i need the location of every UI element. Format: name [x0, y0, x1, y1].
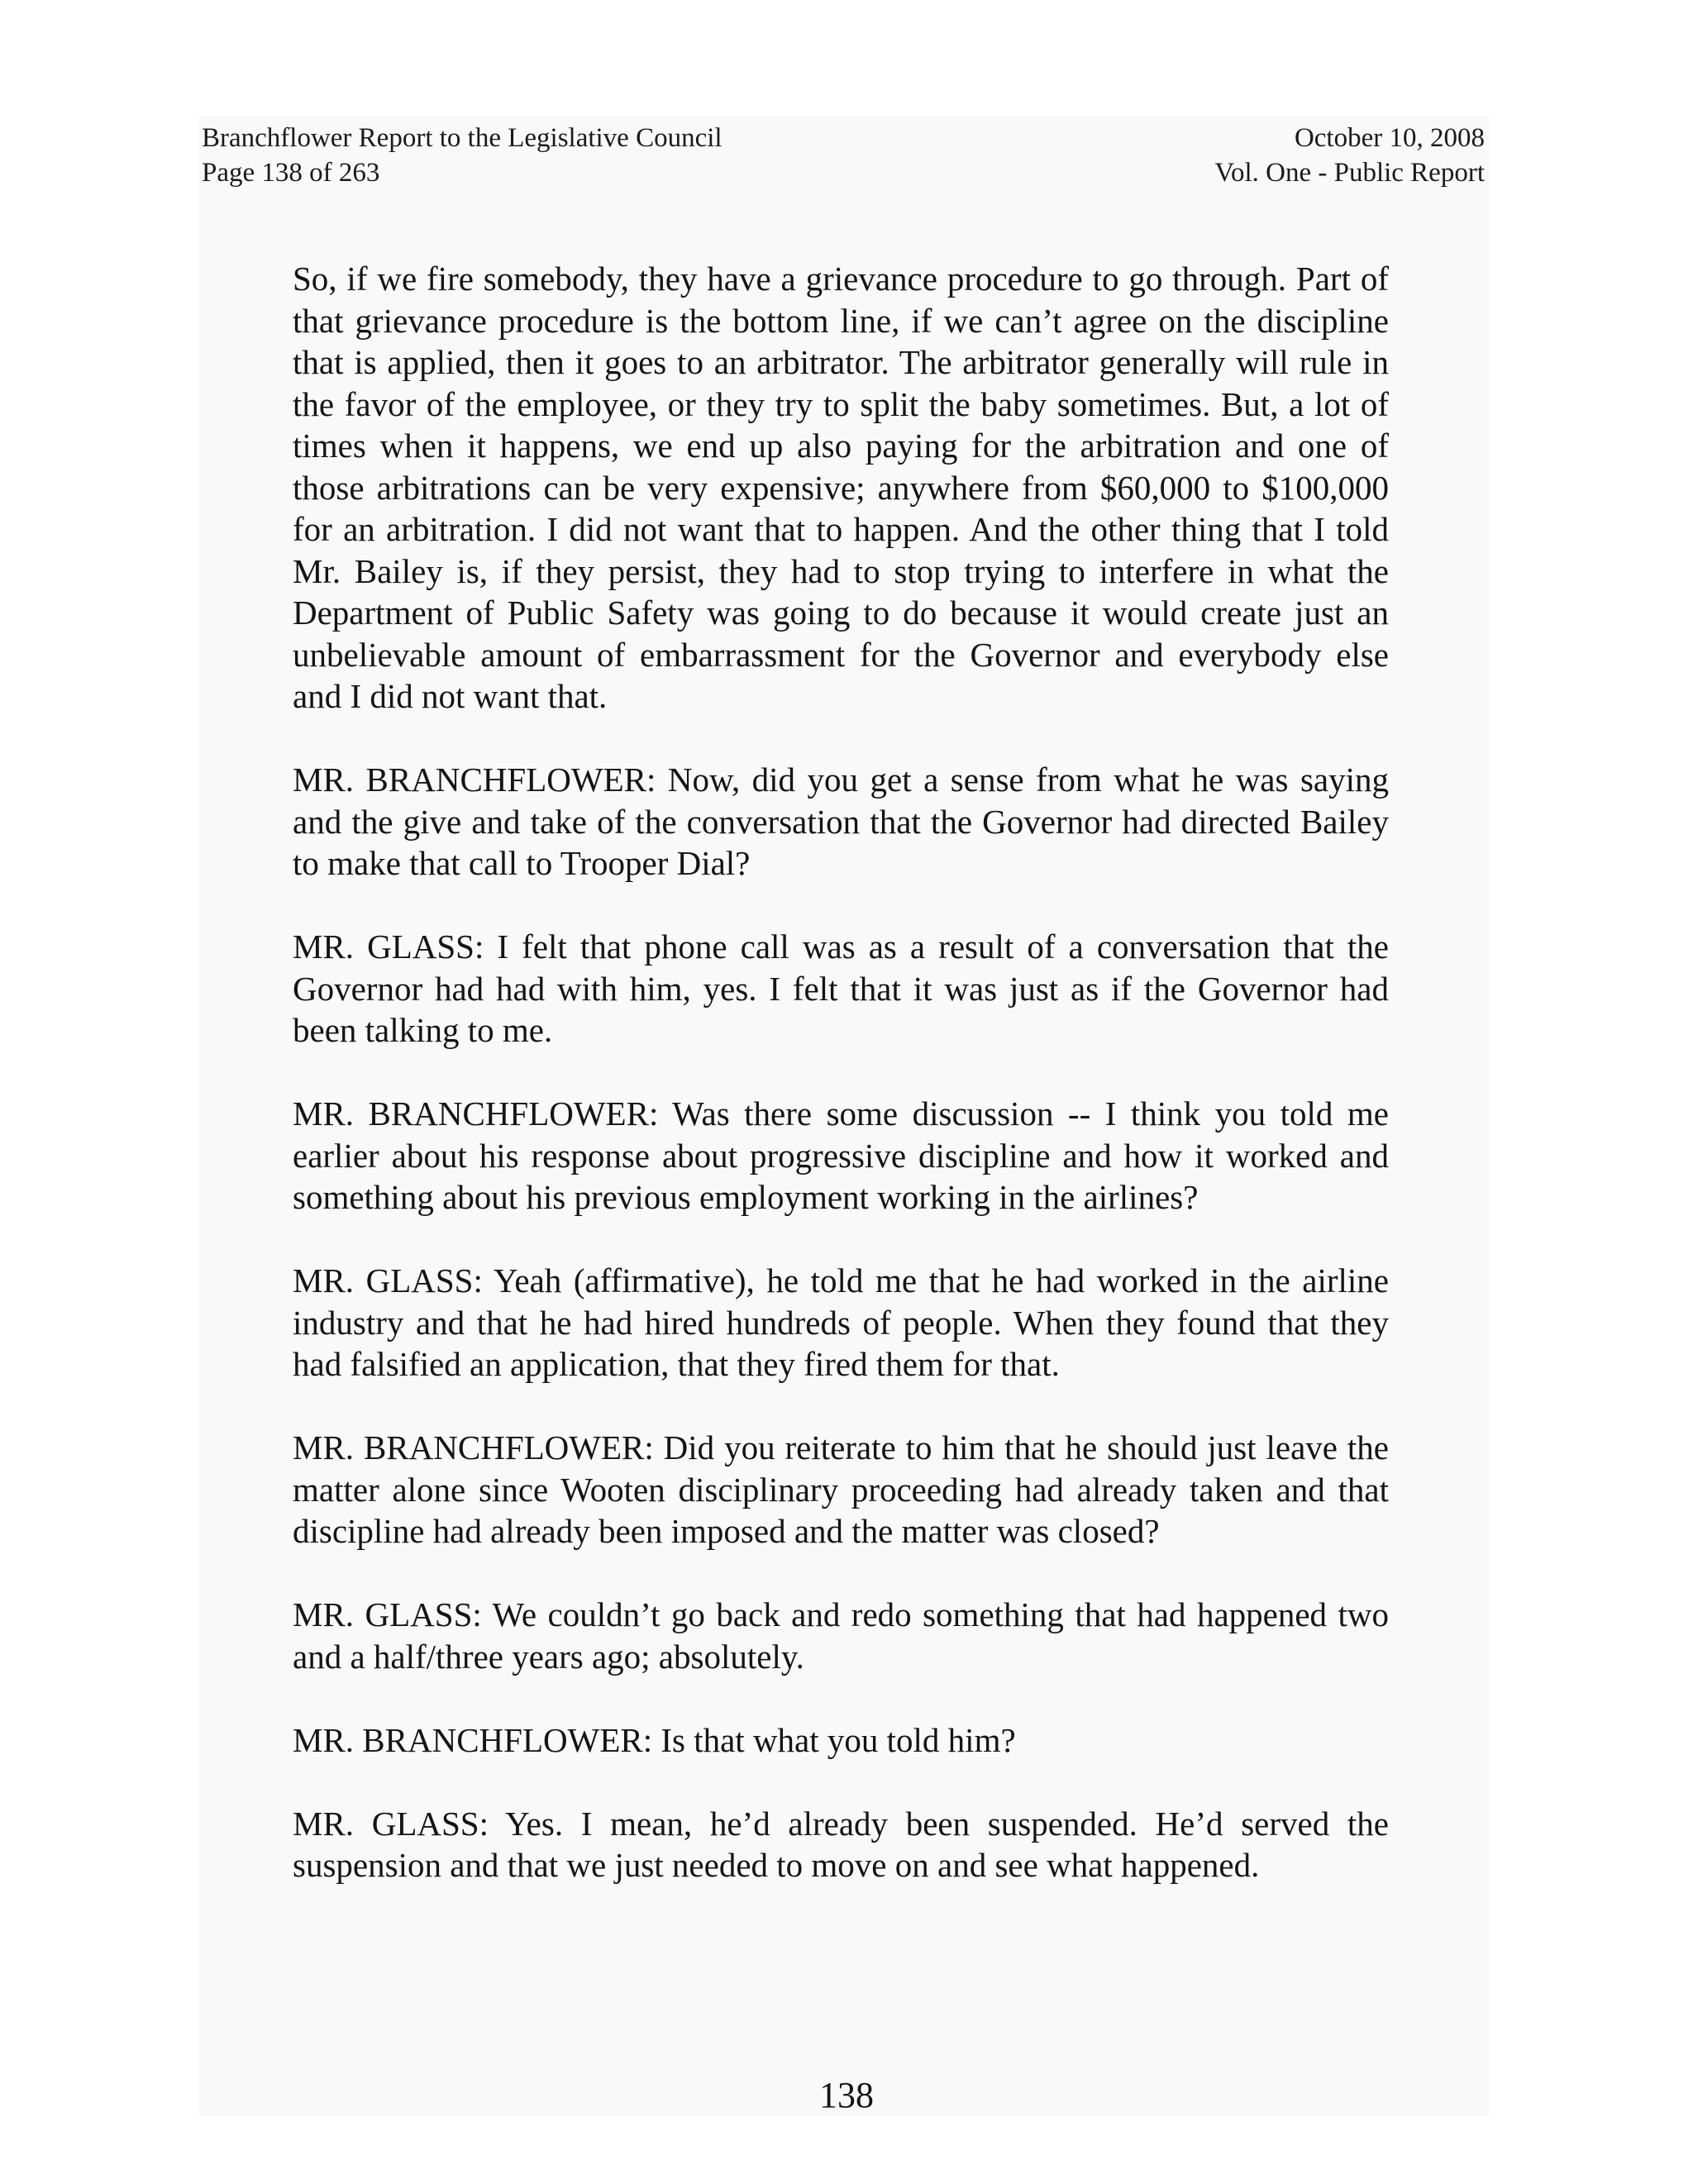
- paragraph: MR. BRANCHFLOWER: Was there some discussion -- I think you told me earlier about his response about progressive discipline and how it worked and something about his previous employment working in the airlines?: [293, 1094, 1389, 1216]
- paragraph: MR. BRANCHFLOWER: Did you reiterate to him that he should just leave the matter alone since Wooten disciplinary proceeding had already taken and that discipline had already been imposed and the matter was closed?: [293, 1428, 1389, 1550]
- paragraph: MR. GLASS: I felt that phone call was as a result of a conversation that the Governor had had with him, yes. I felt that it was just as if the Governor had been talking to me.: [293, 927, 1389, 1049]
- paragraph: So, if we fire somebody, they have a grievance procedure to go through. Part of that grievance procedure is the bottom line, if we can’t agree on the discipline that is applied, then it goes to an arbitrator. The arbitrator generally will rule in the favor of the employee, or they try to split the baby sometimes. But, a lot of times when it happens, we end up also paying for the arbitration and one of those arbitrations can be very expensive; anywhere from $60,000 to $100,000 for an arbitration. I did not want that to happen. And the other thing that I told Mr. Bailey is, if they persist, they had to stop trying to interfere in what the Department of Public Safety was going to do because it would create just an unbelievable amount of embarrassment for the Governor and everybody else and I did not want that.: [293, 260, 1389, 715]
- report-title: Branchflower Report to the Legislative Council: [202, 123, 723, 153]
- header-right: [1214, 121, 1485, 190]
- header-left: [202, 121, 723, 190]
- transcript-body: [293, 258, 1389, 1928]
- paragraph: MR. BRANCHFLOWER: Is that what you told him?: [293, 1720, 1016, 1759]
- page-count: Page 138 of 263: [202, 158, 380, 188]
- paragraph: MR. GLASS: Yes. I mean, he’d already been suspended. He’d served the suspension and that we just needed to move on and see what happened.: [293, 1804, 1389, 1884]
- report-date: October 10, 2008: [1294, 123, 1485, 153]
- volume-label: Vol. One - Public Report: [1214, 158, 1485, 188]
- paragraph: MR. BRANCHFLOWER: Now, did you get a sense from what he was saying and the give and take of the conversation that the Governor had directed Bailey to make that call to Trooper Dial?: [293, 761, 1389, 882]
- paragraph: MR. GLASS: We couldn’t go back and redo something that had happened two and a half/three years ago; absolutely.: [293, 1595, 1389, 1676]
- paragraph: MR. GLASS: Yeah (affirmative), he told me that he had worked in the airline industry and that he had hired hundreds of people. When they found that they had falsified an application, that they fired them for that.: [293, 1261, 1389, 1383]
- page-number: 138: [819, 2075, 874, 2115]
